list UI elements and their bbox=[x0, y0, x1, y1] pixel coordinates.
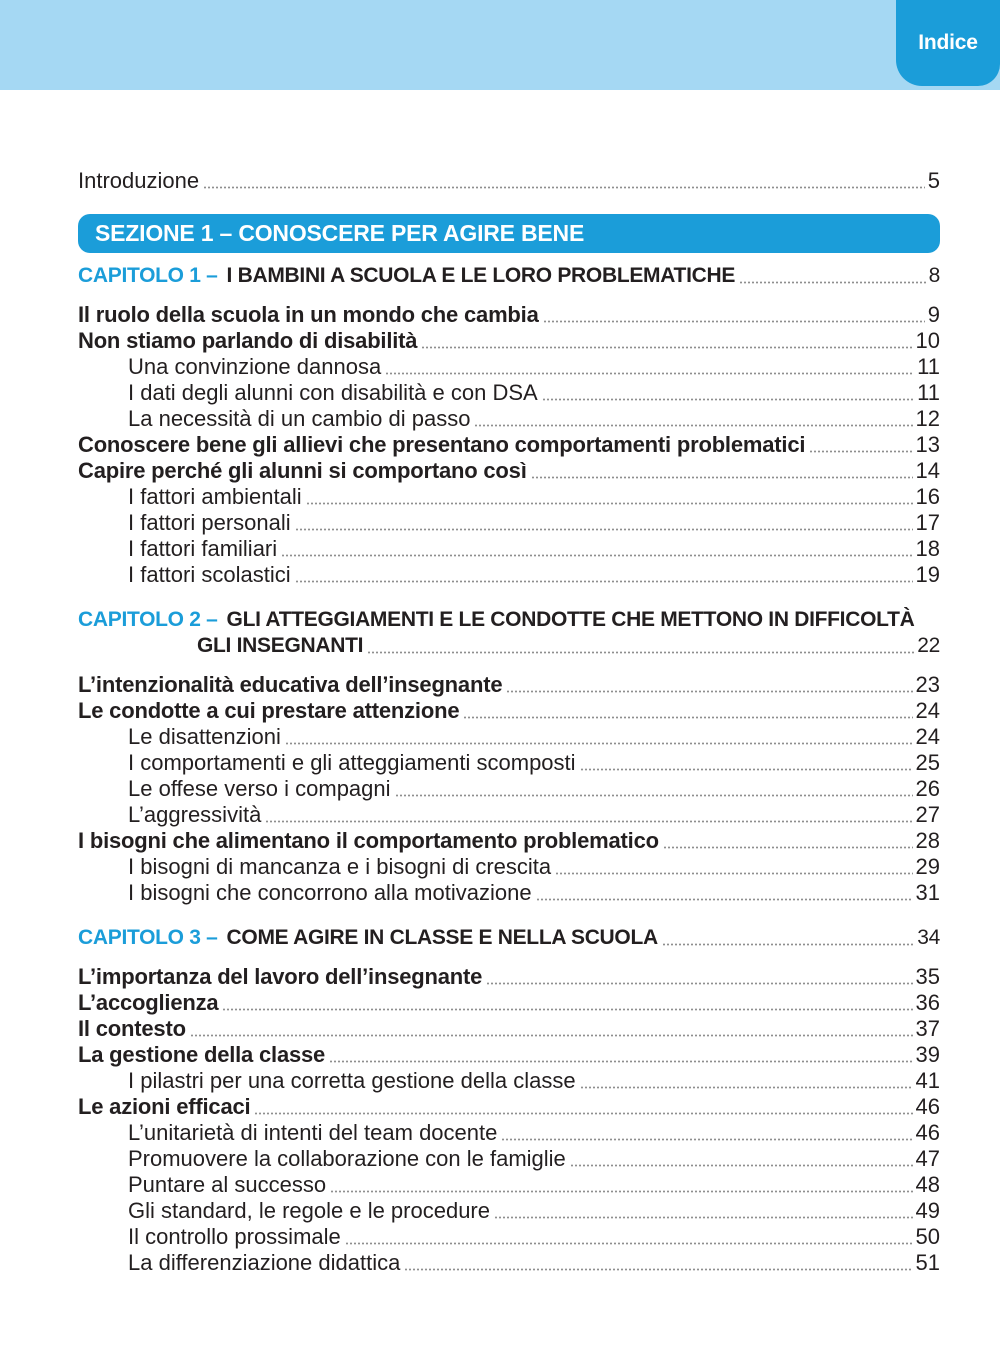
header-band bbox=[0, 0, 1000, 90]
toc-entry-page: 17 bbox=[915, 510, 940, 535]
toc-entry bbox=[78, 1224, 940, 1250]
toc-entry bbox=[78, 880, 940, 906]
leader-dots bbox=[506, 690, 912, 693]
section-banner-label: SEZIONE 1 – CONOSCERE PER AGIRE BENE bbox=[95, 220, 585, 246]
leader-dots bbox=[486, 982, 912, 985]
toc-entry bbox=[78, 802, 940, 828]
leader-dots bbox=[663, 846, 913, 849]
toc-entry bbox=[78, 1016, 940, 1042]
leader-dots bbox=[580, 1086, 913, 1089]
leader-dots bbox=[367, 651, 914, 654]
leader-dots bbox=[463, 716, 912, 719]
toc-entry-page: 8 bbox=[928, 264, 940, 287]
toc-entry-page: 16 bbox=[915, 484, 940, 509]
toc-entry-page: 27 bbox=[915, 802, 940, 827]
toc-entry bbox=[78, 302, 940, 328]
toc-entry-label: Una convinzione dannosa bbox=[128, 354, 382, 379]
toc-entries bbox=[78, 263, 940, 1276]
leader-dots bbox=[494, 1216, 913, 1219]
chapter-line-2 bbox=[78, 633, 940, 659]
toc-entry-page: 12 bbox=[915, 406, 940, 431]
toc-entry bbox=[78, 458, 940, 484]
toc-entry-label: I bisogni di mancanza e i bisogni di crescita bbox=[128, 854, 552, 879]
toc-entry-page: 46 bbox=[915, 1120, 940, 1145]
toc-entry-page: 34 bbox=[917, 926, 940, 949]
toc-entry-page: 28 bbox=[915, 828, 940, 853]
toc-entry bbox=[78, 698, 940, 724]
leader-dots bbox=[295, 528, 913, 531]
toc-entry bbox=[78, 328, 940, 354]
toc-entry bbox=[78, 854, 940, 880]
toc-entry bbox=[78, 510, 940, 536]
toc-entry-label: I fattori familiari bbox=[128, 536, 278, 561]
toc-entry-label: I comportamenti e gli atteggiamenti scomposti bbox=[128, 750, 576, 775]
toc-entry-label: Il ruolo della scuola in un mondo che cambia bbox=[78, 302, 539, 327]
chapter-title: GLI ATTEGGIAMENTI E LE CONDOTTE CHE METTONO IN DIFFICOLTÀ bbox=[226, 608, 915, 631]
toc-entry-page: 36 bbox=[915, 990, 940, 1015]
toc-entry bbox=[78, 406, 940, 432]
leader-dots bbox=[254, 1112, 912, 1115]
toc-entry-label: Puntare al successo bbox=[128, 1172, 327, 1197]
toc-entry-label: Conoscere bene gli allievi che presentano comportamenti problematici bbox=[78, 432, 806, 457]
toc-entry-label: I dati degli alunni con disabilità e con DSA bbox=[128, 380, 538, 405]
toc-entry-page: 11 bbox=[917, 354, 940, 379]
toc-entry-page: 47 bbox=[915, 1146, 940, 1171]
toc-entry bbox=[78, 724, 940, 750]
toc-entry-page: 18 bbox=[915, 536, 940, 561]
toc-entry-label: La gestione della classe bbox=[78, 1042, 326, 1067]
toc-content bbox=[0, 90, 1000, 1276]
toc-entry-page: 22 bbox=[917, 634, 940, 657]
toc-entry-page: 24 bbox=[915, 724, 940, 749]
chapter-line-1 bbox=[78, 263, 940, 289]
chapter-number-label: CAPITOLO 3 – bbox=[78, 926, 218, 949]
toc-entry-label: L’intenzionalità educativa dell’insegnante bbox=[78, 672, 503, 697]
toc-entry-page: 9 bbox=[927, 302, 940, 327]
toc-entry bbox=[78, 484, 940, 510]
toc-entry bbox=[78, 1120, 940, 1146]
toc-entry-page: 48 bbox=[915, 1172, 940, 1197]
indice-tab-label: Indice bbox=[918, 31, 978, 54]
toc-entry-page: 39 bbox=[915, 1042, 940, 1067]
leader-dots bbox=[404, 1268, 912, 1271]
toc-entry-label: I fattori scolastici bbox=[128, 562, 291, 587]
leader-dots bbox=[543, 320, 925, 323]
toc-entry bbox=[78, 380, 940, 406]
leader-dots bbox=[329, 1060, 912, 1063]
leader-dots bbox=[474, 424, 912, 427]
toc-entry-label: Il controllo prossimale bbox=[128, 1224, 341, 1249]
toc-entry bbox=[78, 672, 940, 698]
leader-dots bbox=[265, 820, 912, 823]
chapter-number-label: CAPITOLO 2 – bbox=[78, 608, 218, 631]
leader-dots bbox=[580, 768, 913, 771]
toc-entry-chapter bbox=[78, 925, 940, 951]
toc-entry bbox=[78, 750, 940, 776]
toc-entry bbox=[78, 1068, 940, 1094]
toc-entry-label: Non stiamo parlando di disabilità bbox=[78, 328, 418, 353]
toc-entry-page: 37 bbox=[915, 1016, 940, 1041]
toc-entry-chapter bbox=[78, 263, 940, 289]
leader-dots bbox=[570, 1164, 913, 1167]
leader-dots bbox=[281, 554, 912, 557]
chapter-title-continued: GLI INSEGNANTI bbox=[197, 634, 364, 657]
toc-entry-label: L’importanza del lavoro dell’insegnante bbox=[78, 964, 483, 989]
chapter-title: I BAMBINI A SCUOLA E LE LORO PROBLEMATICHE bbox=[226, 264, 736, 287]
toc-entry-label: Il contesto bbox=[78, 1016, 186, 1041]
leader-dots bbox=[531, 476, 913, 479]
toc-entry-page: 23 bbox=[915, 672, 940, 697]
toc-entry-page: 29 bbox=[915, 854, 940, 879]
toc-entry bbox=[78, 776, 940, 802]
toc-entry-page: 51 bbox=[915, 1250, 940, 1275]
leader-dots bbox=[739, 281, 926, 284]
toc-entry-page: 11 bbox=[917, 380, 940, 405]
chapter-line-1 bbox=[78, 925, 940, 951]
toc-entry-label: I fattori ambientali bbox=[128, 484, 302, 509]
leader-dots bbox=[809, 450, 912, 453]
leader-dots bbox=[345, 1242, 913, 1245]
chapter-title: COME AGIRE IN CLASSE E NELLA SCUOLA bbox=[226, 926, 658, 949]
toc-entry bbox=[78, 562, 940, 588]
toc-entry bbox=[78, 1042, 940, 1068]
leader-dots bbox=[536, 898, 913, 901]
leader-dots bbox=[501, 1138, 912, 1141]
toc-entry bbox=[78, 964, 940, 990]
leader-dots bbox=[222, 1008, 912, 1011]
toc-entry-label: I bisogni che concorrono alla motivazione bbox=[128, 880, 532, 905]
chapter-number-label: CAPITOLO 1 – bbox=[78, 264, 218, 287]
toc-entry-page: 46 bbox=[915, 1094, 940, 1119]
leader-dots bbox=[395, 794, 913, 797]
leader-dots bbox=[330, 1190, 912, 1193]
toc-entry-page: 13 bbox=[915, 432, 940, 457]
toc-entry-page: 31 bbox=[915, 880, 940, 905]
toc-entry-page: 35 bbox=[915, 964, 940, 989]
toc-entry-page: 26 bbox=[915, 776, 940, 801]
toc-entry-label: Le offese verso i compagni bbox=[128, 776, 391, 801]
toc-entry-label: L’aggressività bbox=[128, 802, 262, 827]
leader-dots bbox=[285, 742, 913, 745]
toc-entry-chapter bbox=[78, 607, 940, 659]
toc-entry bbox=[78, 536, 940, 562]
leader-dots bbox=[190, 1034, 913, 1037]
leader-dots bbox=[555, 872, 912, 875]
toc-entry bbox=[78, 354, 940, 380]
toc-entry-page: 25 bbox=[915, 750, 940, 775]
toc-entry-page: 24 bbox=[915, 698, 940, 723]
toc-entry bbox=[78, 1146, 940, 1172]
toc-entry bbox=[78, 1172, 940, 1198]
toc-entry-label: I fattori personali bbox=[128, 510, 291, 535]
leader-dots bbox=[306, 502, 913, 505]
toc-entry-page: 41 bbox=[915, 1068, 940, 1093]
toc-entry-label: L’accoglienza bbox=[78, 990, 219, 1015]
toc-entry bbox=[78, 1198, 940, 1224]
toc-entry-label: I bisogni che alimentano il comportamento problematico bbox=[78, 828, 659, 853]
toc-entry-page: 10 bbox=[915, 328, 940, 353]
toc-entry-label: L’unitarietà di intenti del team docente bbox=[128, 1120, 498, 1145]
toc-entry bbox=[78, 432, 940, 458]
toc-entry-label: La necessità di un cambio di passo bbox=[128, 406, 471, 431]
toc-entry-label: Promuovere la collaborazione con le famiglie bbox=[128, 1146, 566, 1171]
toc-entry-label: Introduzione bbox=[78, 168, 200, 193]
toc-entry-page: 5 bbox=[927, 168, 940, 193]
toc-entry bbox=[78, 828, 940, 854]
toc-entry bbox=[78, 1094, 940, 1120]
toc-entry-page: 14 bbox=[915, 458, 940, 483]
leader-dots bbox=[385, 372, 914, 375]
toc-entry-page: 19 bbox=[915, 562, 940, 587]
leader-dots bbox=[662, 943, 914, 946]
toc-entry-label: Le disattenzioni bbox=[128, 724, 281, 749]
leader-dots bbox=[542, 398, 914, 401]
toc-entry-label: Le azioni efficaci bbox=[78, 1094, 251, 1119]
leader-dots bbox=[421, 346, 912, 349]
toc-entry bbox=[78, 1250, 940, 1276]
toc-entry-label: Le condotte a cui prestare attenzione bbox=[78, 698, 460, 723]
toc-entry-page: 50 bbox=[915, 1224, 940, 1249]
indice-tab bbox=[896, 0, 1000, 86]
toc-entry-introduzione bbox=[78, 168, 940, 194]
toc-entry bbox=[78, 990, 940, 1016]
toc-entry-label: I pilastri per una corretta gestione della classe bbox=[128, 1068, 576, 1093]
leader-dots bbox=[295, 580, 913, 583]
section-banner bbox=[78, 214, 940, 253]
toc-entry-label: La differenziazione didattica bbox=[128, 1250, 401, 1275]
toc-entry-page: 49 bbox=[915, 1198, 940, 1223]
leader-dots bbox=[203, 186, 925, 189]
toc-entry-label: Gli standard, le regole e le procedure bbox=[128, 1198, 490, 1223]
toc-entry-label: Capire perché gli alunni si comportano così bbox=[78, 458, 527, 483]
chapter-line-1 bbox=[78, 607, 940, 633]
